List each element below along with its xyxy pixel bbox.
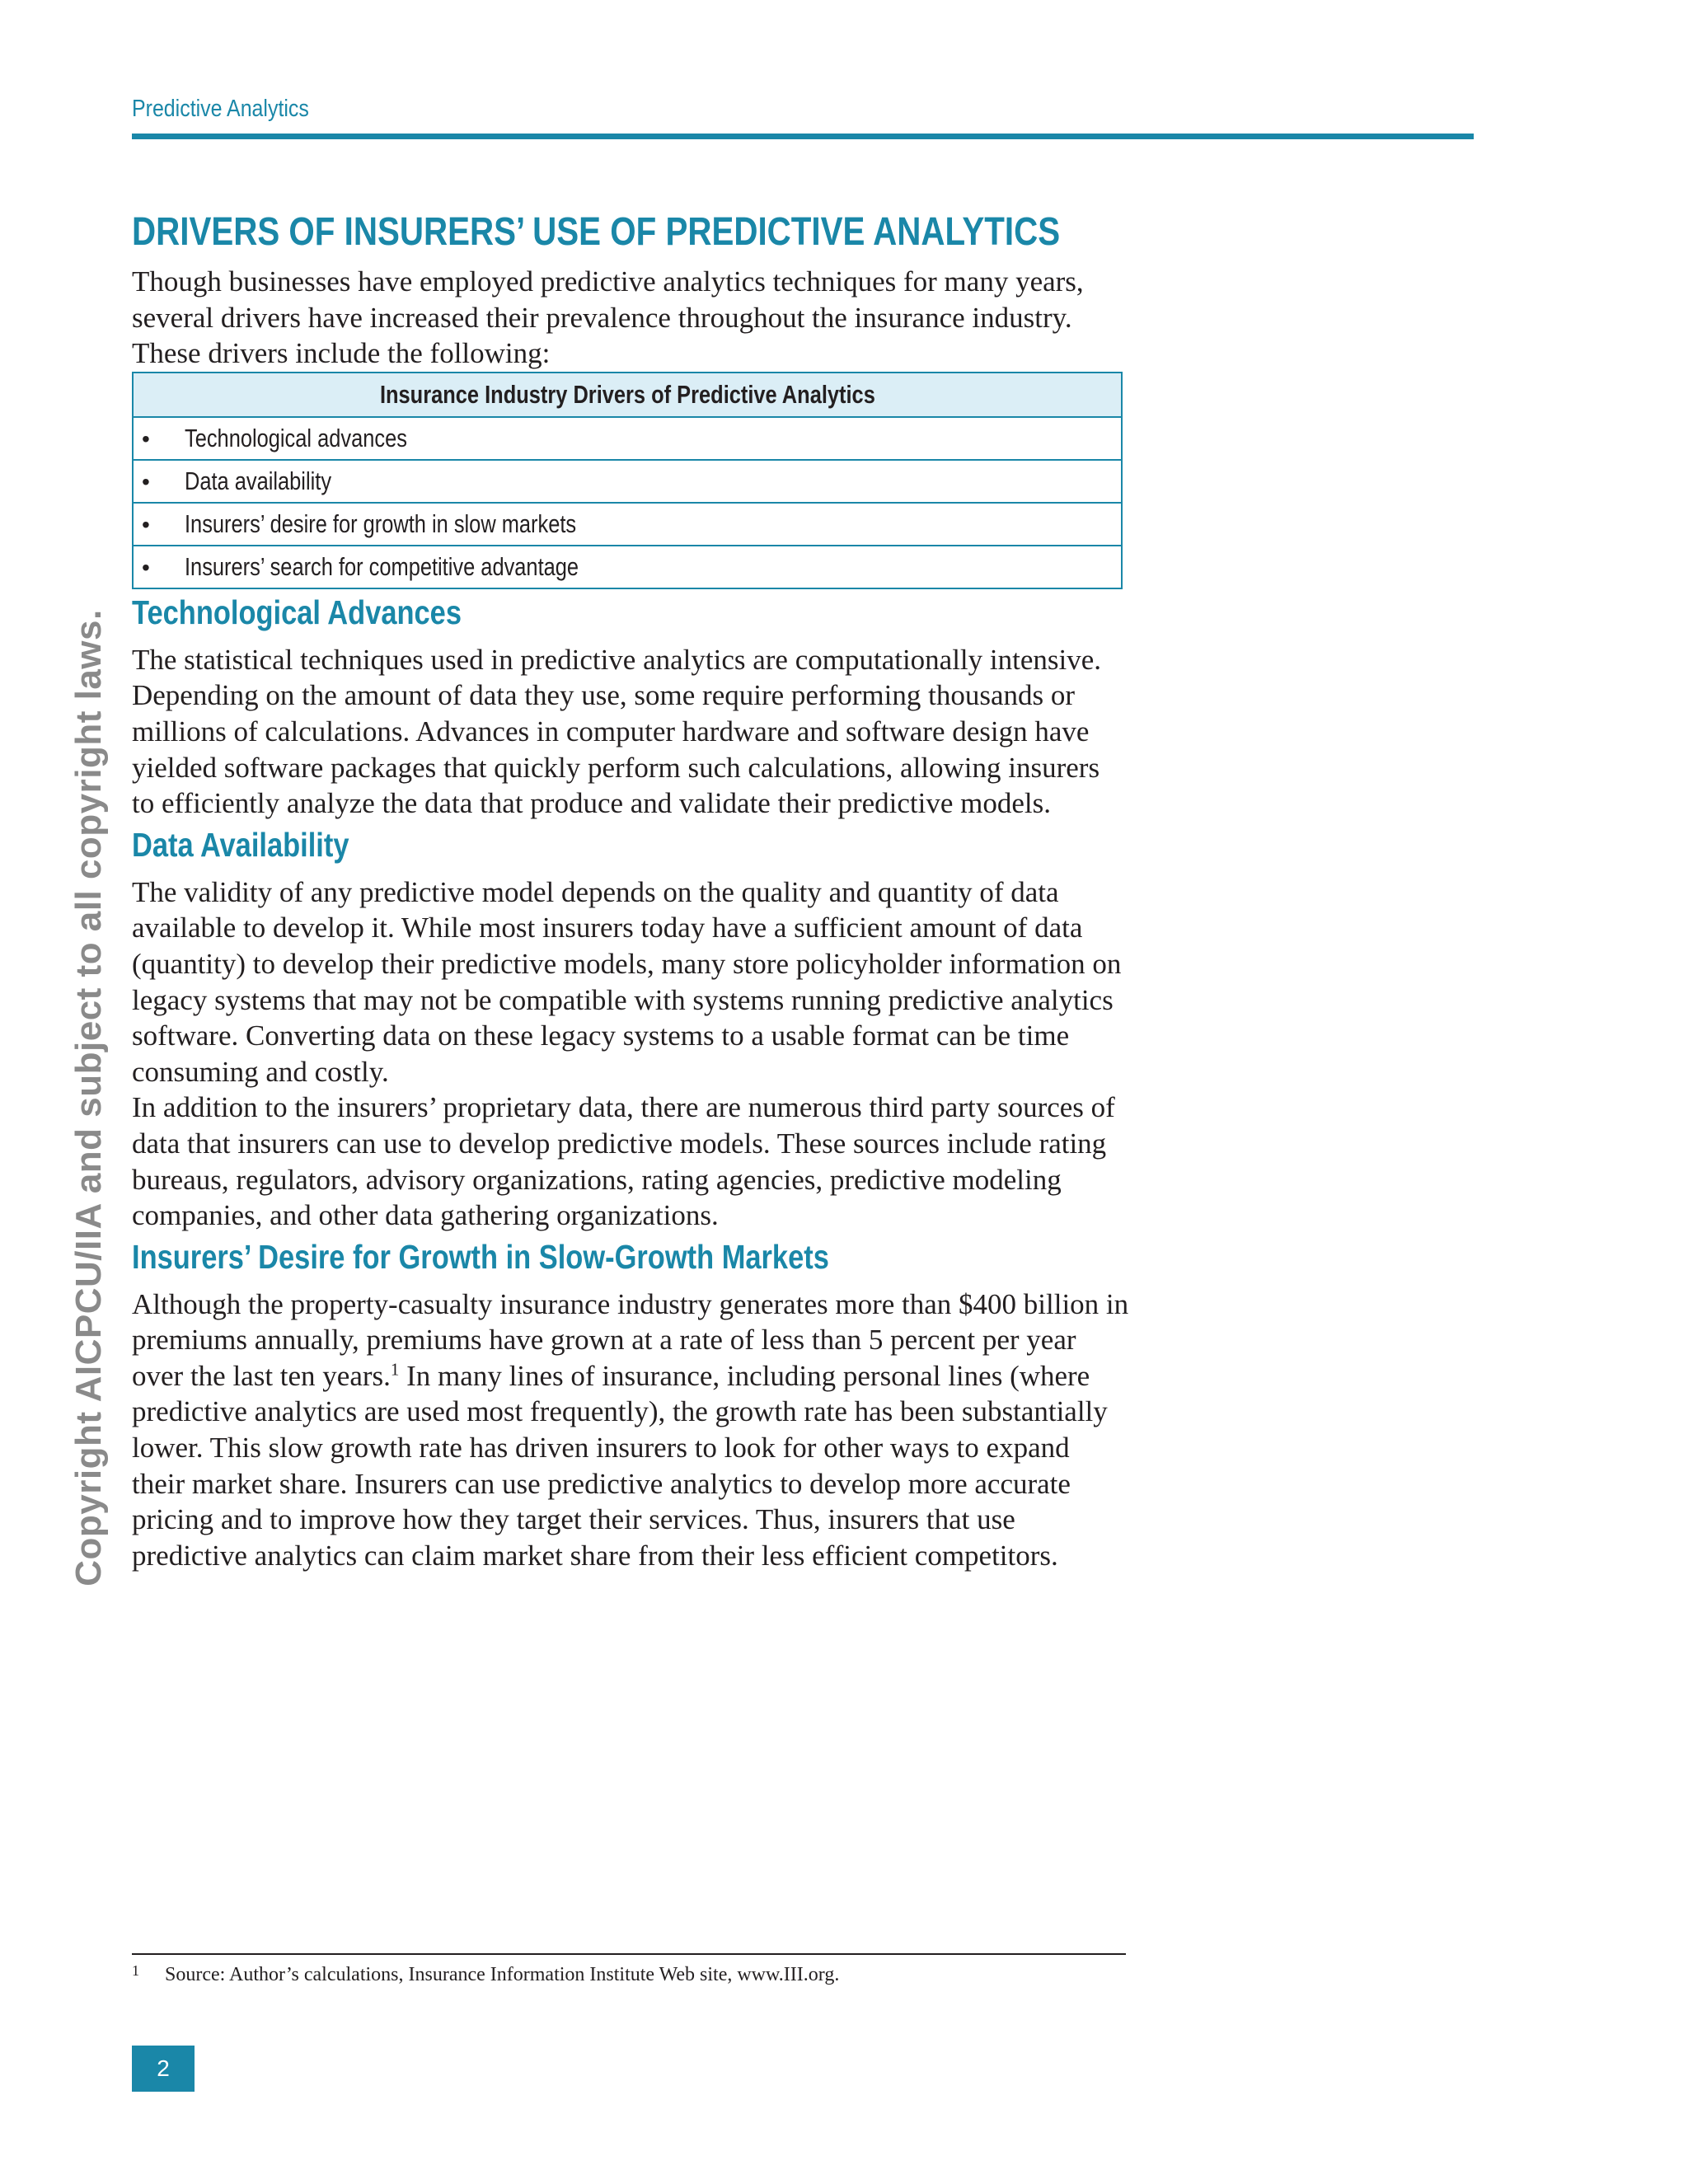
bullet-icon: • <box>142 425 150 452</box>
drivers-table-title: Insurance Industry Drivers of Predictive Analytics <box>133 373 1122 417</box>
table-row <box>133 417 1122 460</box>
growth-paragraph <box>132 1286 1129 1574</box>
driver-item: Insurers’ search for competitive advantage <box>185 551 579 581</box>
data-availability-paragraph-1: The validity of any predictive model depends on the quality and quantity of data available to develop it. While most insurers today have a sufficient amount of data (quantity) to develop their predictive models, many store policyholder information on legacy systems that may not be compatible with systems running predictive analytics software. Converting data on these legacy systems to a usable format can be time consuming and costly. <box>132 875 1122 1088</box>
section-heading-growth: Insurers’ Desire for Growth in Slow-Growth Markets <box>132 1237 829 1276</box>
page-number: 2 <box>132 2046 195 2092</box>
driver-item: Insurers’ desire for growth in slow markets <box>185 509 577 538</box>
growth-paragraph-part-2: In many lines of insurance, including personal lines (where predictive analytics are used most frequently), the growth rate has been substantially lower. This slow growth rate has driven insurers to look for other ways to expand their market share. Insurers can use predictive analytics to develop more accurate pricing and to improve how they target their services. Thus, insurers that use predictive analytics can claim market share from their less efficient competitors. <box>132 1359 1108 1572</box>
section-heading-data-availability: Data Availability <box>132 825 349 864</box>
bullet-icon: • <box>142 511 150 537</box>
footnote-rule <box>132 1953 1126 1955</box>
header-rule <box>132 134 1474 139</box>
bullet-icon: • <box>142 554 150 580</box>
data-availability-paragraph-2: In addition to the insurers’ proprietary data, there are numerous third party sources of data that insurers can use to develop predictive models. These sources include rating bureaus, regulators, advisory organizations, rating agencies, predictive modeling companies, and other data gathering organizations. <box>132 1091 1115 1232</box>
main-heading: DRIVERS OF INSURERS’ USE OF PREDICTIVE ANALYTICS <box>132 210 1061 254</box>
footnote-reference: 1 <box>390 1359 400 1380</box>
driver-item: Data availability <box>185 466 332 495</box>
copyright-watermark: Copyright AICPCU/IIA and subject to all copyright laws. <box>68 609 109 1586</box>
running-head: Predictive Analytics <box>132 96 309 122</box>
footnote-text: Source: Author’s calculations, Insurance Information Institute Web site, www.III.org. <box>165 1964 840 1985</box>
table-row <box>133 460 1122 503</box>
bullet-icon: • <box>142 468 150 494</box>
table-row <box>133 546 1122 588</box>
driver-item: Technological advances <box>185 423 407 452</box>
section-heading-technological-advances: Technological Advances <box>132 593 462 631</box>
intro-paragraph: Though businesses have employed predictive analytics techniques for many years, several drivers have increased their prevalence throughout the insurance industry. These drivers include the following: <box>132 265 1084 370</box>
footnote <box>132 1961 1129 1988</box>
footnote-number: 1 <box>132 1962 139 1979</box>
drivers-table <box>132 372 1123 589</box>
technological-advances-paragraph: The statistical techniques used in predictive analytics are computationally intensive. Depending on the amount of data they use, some require performing thousands or millions of calculations. Advances in computer hardware and software design have yielded software packages that quickly perform such calculations, allowing insurers to efficiently analyze the data that produce and validate their predictive models. <box>132 643 1102 820</box>
growth-paragraph-part-1: Although the property-casualty insurance industry generates more than $400 billion in premiums annually, premiums have grown at a rate of less than 5 percent per year over the last ten years. <box>132 1287 1129 1392</box>
table-row <box>133 503 1122 546</box>
page-content <box>132 206 1129 1573</box>
